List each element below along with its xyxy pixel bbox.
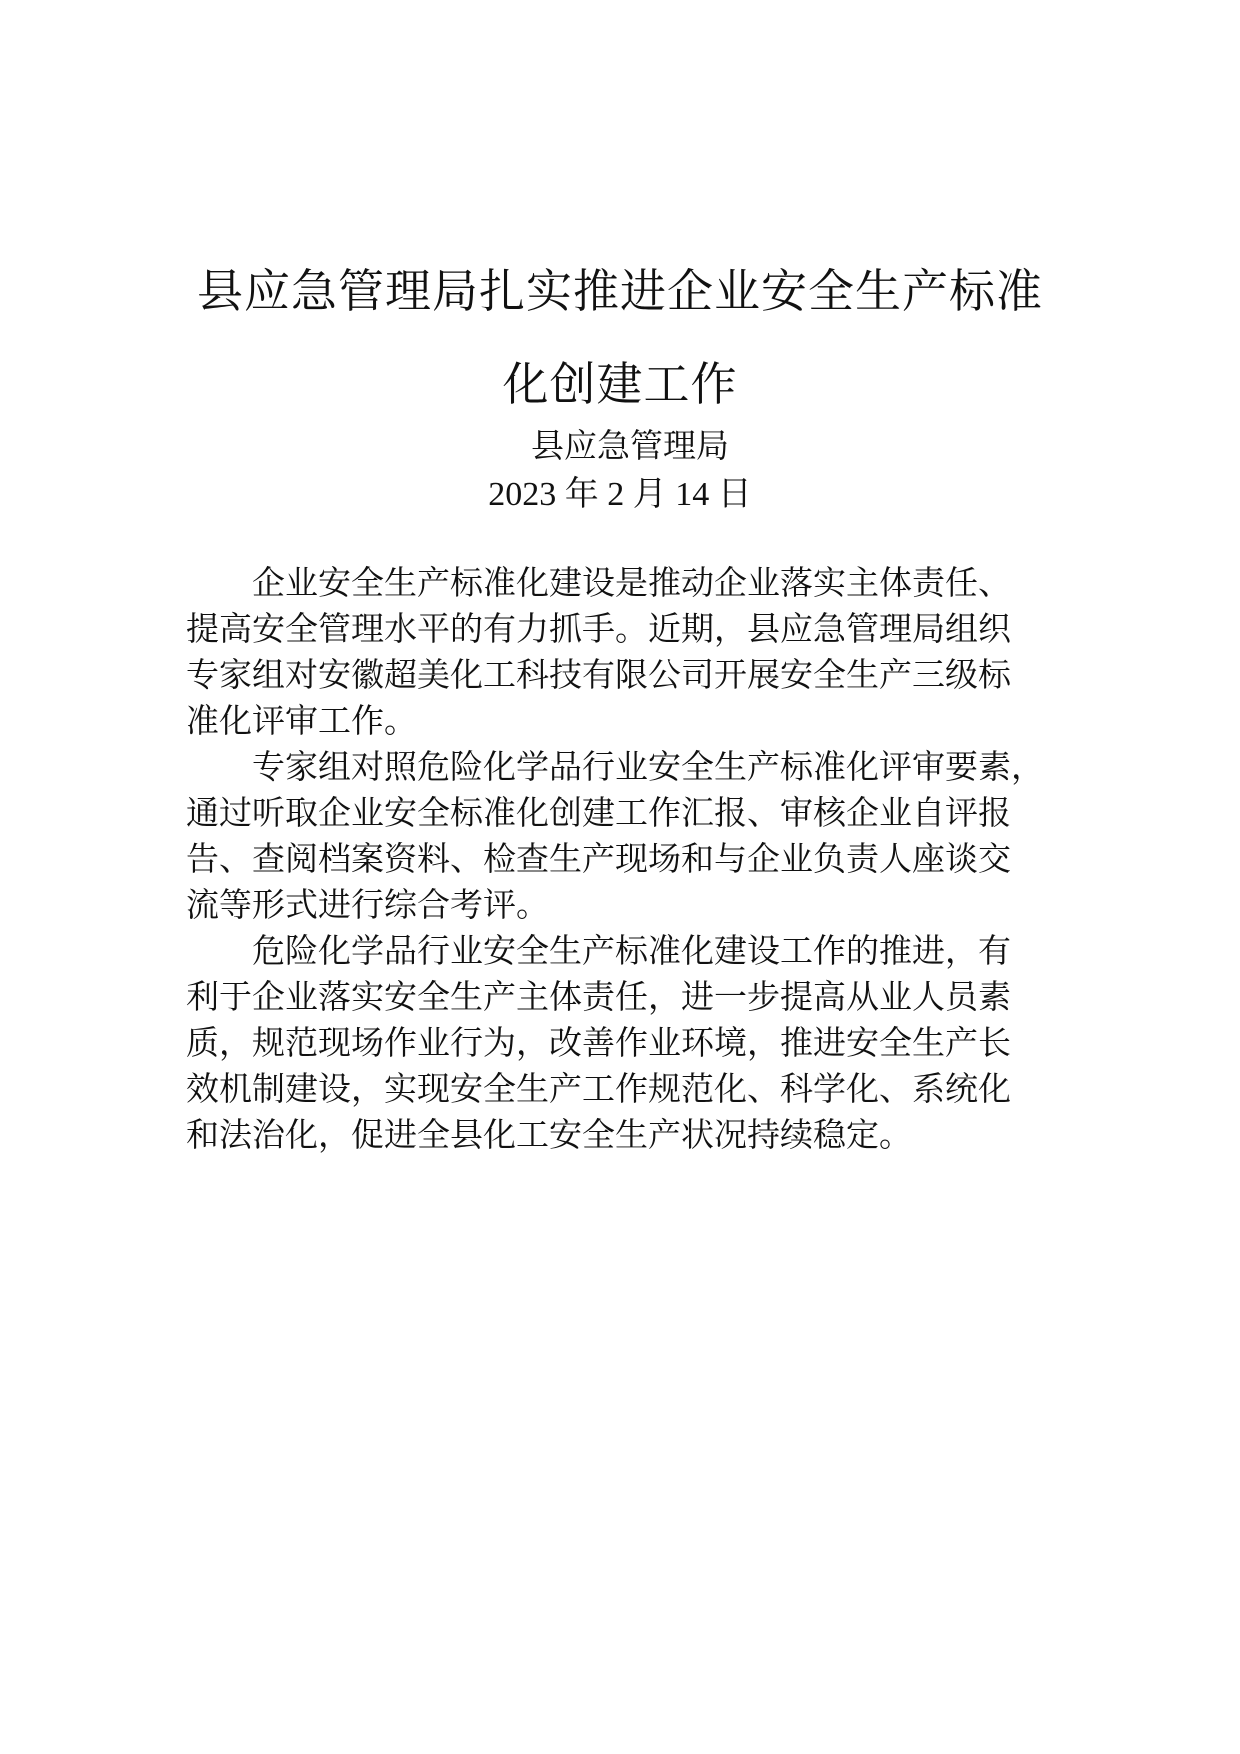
paragraph-line: 告、查阅档案资料、检查生产现场和与企业负责人座谈交 [186,839,1011,878]
paragraph-line: 利于企业落实安全生产主体责任，进一步提高从业人员素 [186,977,1011,1016]
paragraph-1 [186,560,1086,744]
issuing-organization: 县应急管理局 [531,426,729,465]
paragraph-line: 通过听取企业安全标准化创建工作汇报、审核企业自评报 [186,793,1011,832]
paragraph-line: 效机制建设，实现安全生产工作规范化、科学化、系统化 [186,1069,1011,1108]
paragraph-2 [186,744,1086,928]
paragraph-line: 企业安全生产标准化建设是推动企业落实主体责任、 [252,563,1011,602]
document-title-line-2: 化创建工作 [502,357,738,411]
paragraph-line: 专家组对安徽超美化工科技有限公司开展安全生产三级标 [186,655,1011,694]
paragraph-3 [186,928,1086,1158]
document-title-line-1: 县应急管理局扎实推进企业安全生产标准 [197,264,1043,318]
document-body [186,560,1086,1158]
issue-date: 2023 年 2 月 14 日 [488,476,752,513]
paragraph-line: 质，规范现场作业行为，改善作业环境，推进安全生产长 [186,1023,1011,1062]
paragraph-line: 提高安全管理水平的有力抓手。近期，县应急管理局组织 [186,609,1011,648]
paragraph-line: 和法治化，促进全县化工安全生产状况持续稳定。 [186,1115,912,1154]
paragraph-line: 危险化学品行业安全生产标准化建设工作的推进，有 [252,931,1011,970]
paragraph-line: 流等形式进行综合考评。 [186,885,549,924]
paragraph-line: 准化评审工作。 [186,701,417,740]
paragraph-line: 专家组对照危险化学品行业安全生产标准化评审要素， [252,747,1044,786]
